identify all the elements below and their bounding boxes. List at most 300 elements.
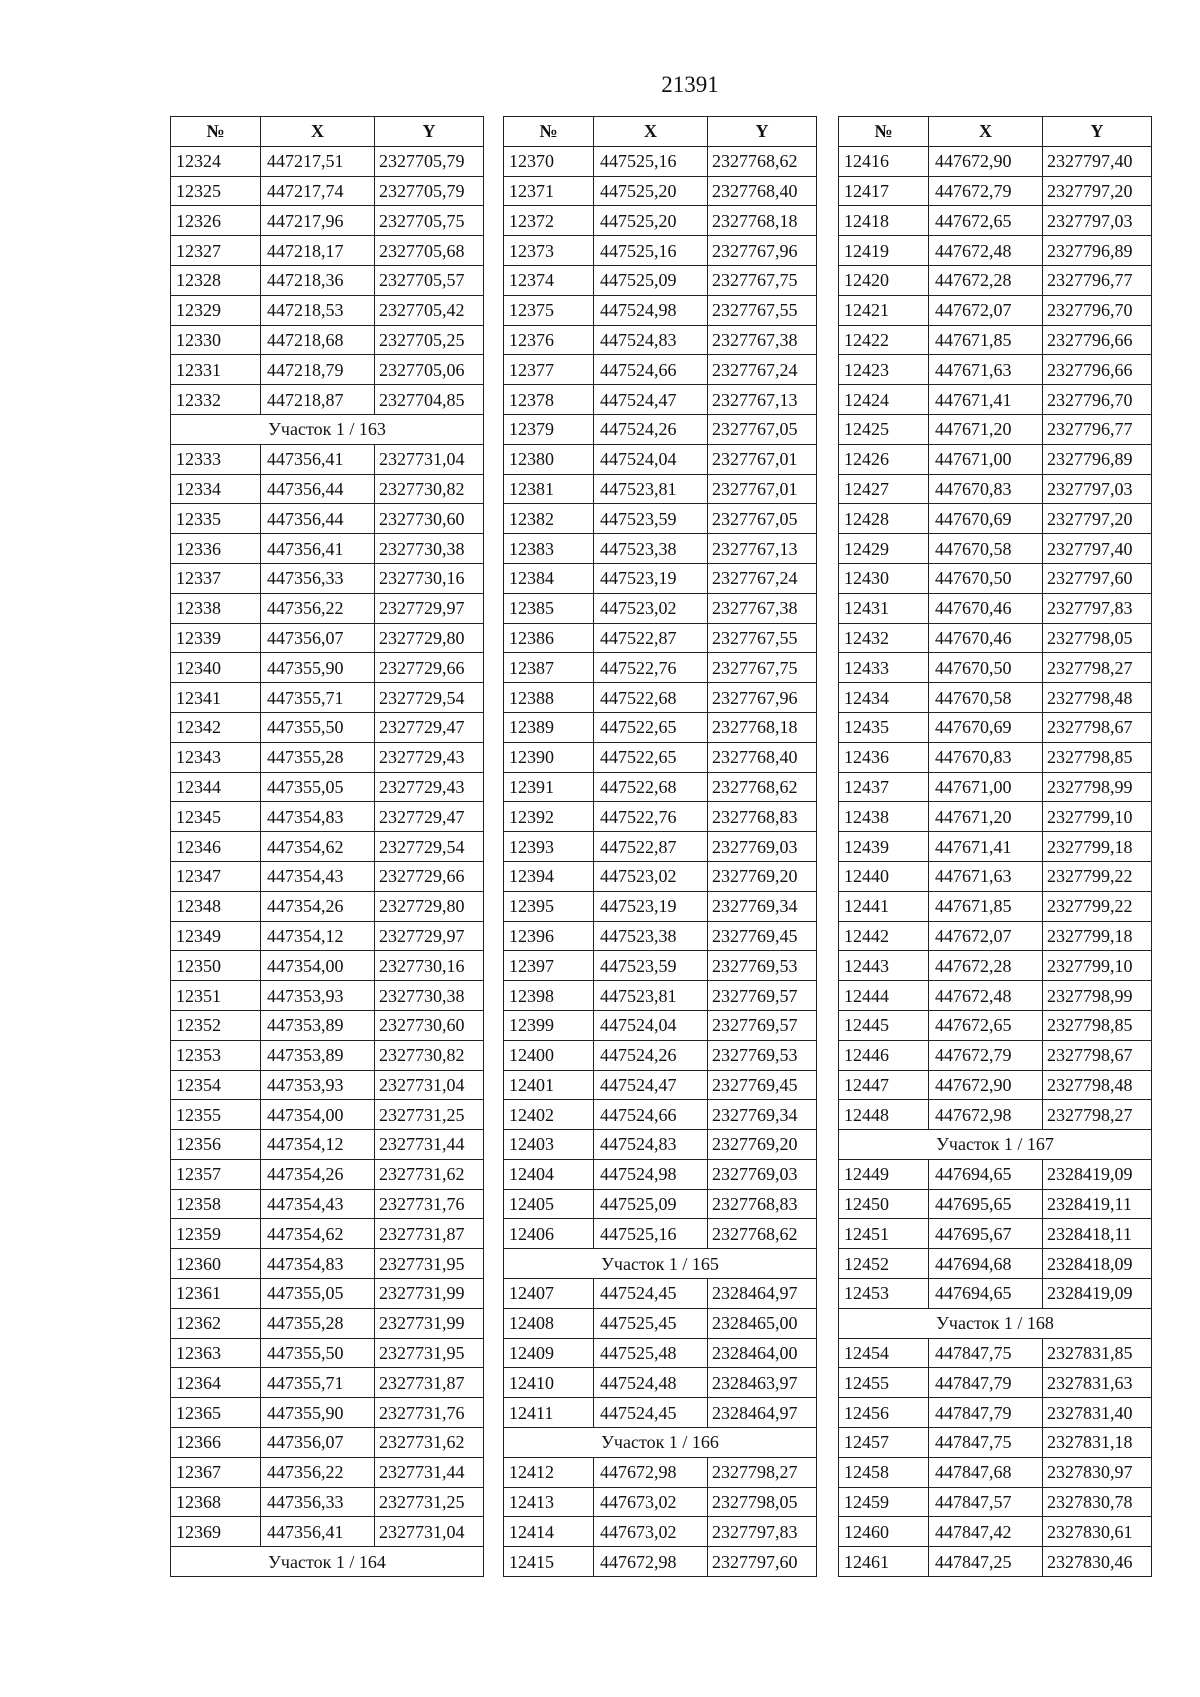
table-row: [504, 1070, 817, 1100]
x-coordinate: 447525,09: [594, 265, 708, 295]
point-number: 12335: [171, 504, 261, 534]
table-row: [839, 295, 1152, 325]
header-y: Y: [708, 117, 817, 147]
x-coordinate: 447522,68: [594, 683, 708, 713]
x-coordinate: 447355,71: [261, 683, 375, 713]
x-coordinate: 447847,68: [929, 1457, 1043, 1487]
table-row: [839, 265, 1152, 295]
point-number: 12439: [839, 832, 929, 862]
x-coordinate: 447524,26: [594, 414, 708, 444]
point-number: 12347: [171, 861, 261, 891]
x-coordinate: 447354,62: [261, 1219, 375, 1249]
y-coordinate: 2327769,57: [708, 1010, 817, 1040]
table-row: [839, 1189, 1152, 1219]
point-number: 12351: [171, 981, 261, 1011]
x-coordinate: 447218,68: [261, 325, 375, 355]
point-number: 12405: [504, 1189, 594, 1219]
table-row: [171, 355, 484, 385]
point-number: 12334: [171, 474, 261, 504]
point-number: 12395: [504, 891, 594, 921]
table-row: [504, 653, 817, 683]
y-coordinate: 2327798,48: [1043, 683, 1152, 713]
table-row: [504, 623, 817, 653]
y-coordinate: 2327768,62: [708, 1219, 817, 1249]
point-number: 12344: [171, 772, 261, 802]
point-number: 12434: [839, 683, 929, 713]
x-coordinate: 447847,42: [929, 1517, 1043, 1547]
x-coordinate: 447524,98: [594, 295, 708, 325]
y-coordinate: 2327729,66: [375, 653, 484, 683]
x-coordinate: 447672,48: [929, 236, 1043, 266]
point-number: 12404: [504, 1159, 594, 1189]
table-row: [171, 891, 484, 921]
table-row: [171, 832, 484, 862]
table-row: [839, 1368, 1152, 1398]
table-row: [504, 1189, 817, 1219]
y-coordinate: 2327769,34: [708, 1100, 817, 1130]
table-row: [504, 712, 817, 742]
table-row: [839, 1070, 1152, 1100]
y-coordinate: 2327830,97: [1043, 1457, 1152, 1487]
table-row: [171, 1159, 484, 1189]
x-coordinate: 447694,65: [929, 1159, 1043, 1189]
table-row: [504, 474, 817, 504]
x-coordinate: 447354,83: [261, 1249, 375, 1279]
table-row: [504, 1159, 817, 1189]
table-row: [839, 832, 1152, 862]
point-number: 12360: [171, 1249, 261, 1279]
table-row: [504, 176, 817, 206]
point-number: 12340: [171, 653, 261, 683]
table-row: [839, 414, 1152, 444]
point-number: 12406: [504, 1219, 594, 1249]
table-row: [839, 146, 1152, 176]
point-number: 12419: [839, 236, 929, 266]
y-coordinate: 2327767,75: [708, 653, 817, 683]
table-row: [171, 772, 484, 802]
y-coordinate: 2327797,20: [1043, 176, 1152, 206]
point-number: 12389: [504, 712, 594, 742]
table-row: [504, 1368, 817, 1398]
y-coordinate: 2327797,40: [1043, 146, 1152, 176]
point-number: 12354: [171, 1070, 261, 1100]
table-row: [839, 1428, 1152, 1458]
y-coordinate: 2327730,16: [375, 951, 484, 981]
point-number: 12341: [171, 683, 261, 713]
point-number: 12442: [839, 921, 929, 951]
table-row: [171, 504, 484, 534]
y-coordinate: 2327798,27: [1043, 1100, 1152, 1130]
y-coordinate: 2327731,04: [375, 1517, 484, 1547]
table-row: [504, 951, 817, 981]
x-coordinate: 447217,96: [261, 206, 375, 236]
point-number: 12413: [504, 1487, 594, 1517]
table-row: [839, 325, 1152, 355]
table-row: [171, 534, 484, 564]
x-coordinate: 447847,79: [929, 1368, 1043, 1398]
point-number: 12447: [839, 1070, 929, 1100]
y-coordinate: 2327729,47: [375, 802, 484, 832]
point-number: 12416: [839, 146, 929, 176]
point-number: 12350: [171, 951, 261, 981]
x-coordinate: 447525,16: [594, 146, 708, 176]
x-coordinate: 447354,43: [261, 861, 375, 891]
coordinates-table-2: [503, 116, 817, 1577]
table-header-row: [504, 117, 817, 147]
y-coordinate: 2327731,04: [375, 1070, 484, 1100]
point-number: 12386: [504, 623, 594, 653]
x-coordinate: 447670,58: [929, 683, 1043, 713]
table-row: [504, 1130, 817, 1160]
table-row: [171, 325, 484, 355]
x-coordinate: 447525,45: [594, 1308, 708, 1338]
point-number: 12453: [839, 1279, 929, 1309]
x-coordinate: 447356,41: [261, 1517, 375, 1547]
x-coordinate: 447525,20: [594, 206, 708, 236]
x-coordinate: 447355,28: [261, 1308, 375, 1338]
table-row: [504, 891, 817, 921]
y-coordinate: 2327767,13: [708, 385, 817, 415]
y-coordinate: 2328418,09: [1043, 1249, 1152, 1279]
y-coordinate: 2327768,83: [708, 802, 817, 832]
y-coordinate: 2327768,62: [708, 146, 817, 176]
point-number: 12412: [504, 1457, 594, 1487]
y-coordinate: 2327729,80: [375, 891, 484, 921]
y-coordinate: 2327731,76: [375, 1189, 484, 1219]
y-coordinate: 2327767,38: [708, 593, 817, 623]
y-coordinate: 2327731,25: [375, 1487, 484, 1517]
y-coordinate: 2327798,67: [1043, 712, 1152, 742]
point-number: 12326: [171, 206, 261, 236]
table-row: [504, 265, 817, 295]
y-coordinate: 2327799,22: [1043, 891, 1152, 921]
x-coordinate: 447522,87: [594, 832, 708, 862]
y-coordinate: 2327769,03: [708, 1159, 817, 1189]
point-number: 12379: [504, 414, 594, 444]
point-number: 12369: [171, 1517, 261, 1547]
x-coordinate: 447672,28: [929, 265, 1043, 295]
x-coordinate: 447671,63: [929, 355, 1043, 385]
x-coordinate: 447671,20: [929, 802, 1043, 832]
x-coordinate: 447672,98: [594, 1457, 708, 1487]
point-number: 12337: [171, 563, 261, 593]
point-number: 12446: [839, 1040, 929, 1070]
y-coordinate: 2327730,38: [375, 981, 484, 1011]
y-coordinate: 2327796,89: [1043, 236, 1152, 266]
y-coordinate: 2327767,55: [708, 295, 817, 325]
table-row: [171, 653, 484, 683]
point-number: 12407: [504, 1279, 594, 1309]
point-number: 12455: [839, 1368, 929, 1398]
y-coordinate: 2327768,18: [708, 712, 817, 742]
table-row: [839, 623, 1152, 653]
point-number: 12381: [504, 474, 594, 504]
point-number: 12373: [504, 236, 594, 266]
point-number: 12358: [171, 1189, 261, 1219]
point-number: 12459: [839, 1487, 929, 1517]
point-number: 12385: [504, 593, 594, 623]
point-number: 12409: [504, 1338, 594, 1368]
y-coordinate: 2327769,20: [708, 1130, 817, 1160]
table-row: [839, 653, 1152, 683]
y-coordinate: 2327796,70: [1043, 385, 1152, 415]
point-number: 12396: [504, 921, 594, 951]
table-row: [171, 683, 484, 713]
y-coordinate: 2327730,82: [375, 474, 484, 504]
point-number: 12342: [171, 712, 261, 742]
x-coordinate: 447353,89: [261, 1010, 375, 1040]
table-row: [504, 772, 817, 802]
x-coordinate: 447355,50: [261, 712, 375, 742]
table-row: [839, 772, 1152, 802]
y-coordinate: 2327767,38: [708, 325, 817, 355]
y-coordinate: 2327705,75: [375, 206, 484, 236]
point-number: 12346: [171, 832, 261, 862]
y-coordinate: 2328464,00: [708, 1338, 817, 1368]
x-coordinate: 447524,66: [594, 1100, 708, 1130]
x-coordinate: 447523,19: [594, 563, 708, 593]
x-coordinate: 447354,12: [261, 1130, 375, 1160]
y-coordinate: 2327797,83: [1043, 593, 1152, 623]
table-row: [504, 593, 817, 623]
y-coordinate: 2327798,67: [1043, 1040, 1152, 1070]
x-coordinate: 447523,19: [594, 891, 708, 921]
header-x: X: [594, 117, 708, 147]
x-coordinate: 447356,33: [261, 563, 375, 593]
table-row: [504, 1040, 817, 1070]
table-row: [839, 1547, 1152, 1577]
y-coordinate: 2327704,85: [375, 385, 484, 415]
x-coordinate: 447356,41: [261, 534, 375, 564]
x-coordinate: 447524,83: [594, 1130, 708, 1160]
section-label: Участок 1 / 163: [171, 414, 484, 444]
table-header-row: [839, 117, 1152, 147]
y-coordinate: 2327729,47: [375, 712, 484, 742]
x-coordinate: 447524,66: [594, 355, 708, 385]
table-row: [171, 1130, 484, 1160]
y-coordinate: 2327705,42: [375, 295, 484, 325]
y-coordinate: 2327831,63: [1043, 1368, 1152, 1398]
section-row: [504, 1428, 817, 1458]
section-row: [171, 414, 484, 444]
point-number: 12349: [171, 921, 261, 951]
y-coordinate: 2327731,95: [375, 1249, 484, 1279]
x-coordinate: 447355,05: [261, 772, 375, 802]
point-number: 12343: [171, 742, 261, 772]
y-coordinate: 2327796,70: [1043, 295, 1152, 325]
x-coordinate: 447525,48: [594, 1338, 708, 1368]
x-coordinate: 447523,38: [594, 921, 708, 951]
point-number: 12449: [839, 1159, 929, 1189]
table-row: [171, 265, 484, 295]
point-number: 12436: [839, 742, 929, 772]
point-number: 12433: [839, 653, 929, 683]
x-coordinate: 447671,41: [929, 385, 1043, 415]
x-coordinate: 447524,26: [594, 1040, 708, 1070]
y-coordinate: 2327799,18: [1043, 921, 1152, 951]
header-number: №: [504, 117, 594, 147]
table-row: [171, 1398, 484, 1428]
x-coordinate: 447847,25: [929, 1547, 1043, 1577]
table-row: [171, 1070, 484, 1100]
y-coordinate: 2328419,09: [1043, 1159, 1152, 1189]
x-coordinate: 447670,46: [929, 593, 1043, 623]
point-number: 12348: [171, 891, 261, 921]
table-row: [839, 1249, 1152, 1279]
y-coordinate: 2327796,89: [1043, 444, 1152, 474]
x-coordinate: 447355,28: [261, 742, 375, 772]
x-coordinate: 447672,07: [929, 921, 1043, 951]
point-number: 12324: [171, 146, 261, 176]
y-coordinate: 2327731,62: [375, 1159, 484, 1189]
x-coordinate: 447354,00: [261, 1100, 375, 1130]
x-coordinate: 447522,87: [594, 623, 708, 653]
y-coordinate: 2327768,83: [708, 1189, 817, 1219]
y-coordinate: 2327768,18: [708, 206, 817, 236]
x-coordinate: 447672,79: [929, 1040, 1043, 1070]
y-coordinate: 2327831,18: [1043, 1428, 1152, 1458]
x-coordinate: 447672,90: [929, 146, 1043, 176]
y-coordinate: 2327729,54: [375, 683, 484, 713]
x-coordinate: 447672,65: [929, 206, 1043, 236]
y-coordinate: 2327730,60: [375, 1010, 484, 1040]
x-coordinate: 447525,16: [594, 236, 708, 266]
table-row: [171, 206, 484, 236]
point-number: 12392: [504, 802, 594, 832]
y-coordinate: 2327731,95: [375, 1338, 484, 1368]
table-row: [171, 1487, 484, 1517]
table-row: [839, 1010, 1152, 1040]
x-coordinate: 447354,43: [261, 1189, 375, 1219]
section-label: Участок 1 / 164: [171, 1547, 484, 1577]
point-number: 12336: [171, 534, 261, 564]
x-coordinate: 447671,00: [929, 772, 1043, 802]
y-coordinate: 2327796,66: [1043, 355, 1152, 385]
section-label: Участок 1 / 167: [839, 1130, 1152, 1160]
table-row: [504, 1457, 817, 1487]
x-coordinate: 447354,26: [261, 1159, 375, 1189]
coordinates-table-1: [170, 116, 484, 1577]
point-number: 12359: [171, 1219, 261, 1249]
header-number: №: [839, 117, 929, 147]
x-coordinate: 447673,02: [594, 1487, 708, 1517]
y-coordinate: 2327797,03: [1043, 206, 1152, 236]
x-coordinate: 447524,04: [594, 1010, 708, 1040]
x-coordinate: 447523,59: [594, 951, 708, 981]
table-row: [171, 921, 484, 951]
y-coordinate: 2327730,60: [375, 504, 484, 534]
point-number: 12408: [504, 1308, 594, 1338]
point-number: 12388: [504, 683, 594, 713]
x-coordinate: 447525,16: [594, 1219, 708, 1249]
point-number: 12448: [839, 1100, 929, 1130]
y-coordinate: 2327831,40: [1043, 1398, 1152, 1428]
y-coordinate: 2328419,09: [1043, 1279, 1152, 1309]
x-coordinate: 447356,33: [261, 1487, 375, 1517]
y-coordinate: 2327768,62: [708, 772, 817, 802]
y-coordinate: 2327731,87: [375, 1368, 484, 1398]
point-number: 12427: [839, 474, 929, 504]
point-number: 12333: [171, 444, 261, 474]
point-number: 12378: [504, 385, 594, 415]
table-row: [171, 712, 484, 742]
point-number: 12403: [504, 1130, 594, 1160]
table-row: [504, 1010, 817, 1040]
point-number: 12451: [839, 1219, 929, 1249]
point-number: 12393: [504, 832, 594, 862]
y-coordinate: 2327729,97: [375, 593, 484, 623]
x-coordinate: 447524,45: [594, 1398, 708, 1428]
point-number: 12398: [504, 981, 594, 1011]
x-coordinate: 447671,63: [929, 861, 1043, 891]
table-row: [171, 146, 484, 176]
x-coordinate: 447522,65: [594, 742, 708, 772]
point-number: 12370: [504, 146, 594, 176]
table-row: [504, 1308, 817, 1338]
y-coordinate: 2327796,77: [1043, 414, 1152, 444]
table-row: [171, 1517, 484, 1547]
x-coordinate: 447523,81: [594, 981, 708, 1011]
y-coordinate: 2327769,03: [708, 832, 817, 862]
table-header-row: [171, 117, 484, 147]
point-number: 12345: [171, 802, 261, 832]
y-coordinate: 2327799,22: [1043, 861, 1152, 891]
x-coordinate: 447356,44: [261, 504, 375, 534]
table-row: [171, 593, 484, 623]
table-row: [504, 444, 817, 474]
point-number: 12339: [171, 623, 261, 653]
y-coordinate: 2328418,11: [1043, 1219, 1152, 1249]
point-number: 12357: [171, 1159, 261, 1189]
x-coordinate: 447524,47: [594, 1070, 708, 1100]
y-coordinate: 2327798,27: [708, 1457, 817, 1487]
y-coordinate: 2327705,68: [375, 236, 484, 266]
point-number: 12430: [839, 563, 929, 593]
table-row: [839, 1219, 1152, 1249]
point-number: 12423: [839, 355, 929, 385]
table-row: [839, 474, 1152, 504]
table-row: [171, 444, 484, 474]
header-number: №: [171, 117, 261, 147]
table-row: [504, 1100, 817, 1130]
point-number: 12327: [171, 236, 261, 266]
point-number: 12366: [171, 1428, 261, 1458]
x-coordinate: 447218,36: [261, 265, 375, 295]
x-coordinate: 447672,07: [929, 295, 1043, 325]
y-coordinate: 2327705,79: [375, 176, 484, 206]
x-coordinate: 447525,09: [594, 1189, 708, 1219]
table-row: [504, 1517, 817, 1547]
table-row: [839, 1040, 1152, 1070]
table-row: [504, 832, 817, 862]
point-number: 12444: [839, 981, 929, 1011]
y-coordinate: 2328464,97: [708, 1398, 817, 1428]
table-row: [504, 742, 817, 772]
y-coordinate: 2327730,82: [375, 1040, 484, 1070]
x-coordinate: 447354,62: [261, 832, 375, 862]
table-row: [504, 1279, 817, 1309]
table-row: [504, 385, 817, 415]
x-coordinate: 447524,04: [594, 444, 708, 474]
table-row: [839, 683, 1152, 713]
point-number: 12375: [504, 295, 594, 325]
point-number: 12329: [171, 295, 261, 325]
table-row: [504, 1338, 817, 1368]
table-row: [839, 742, 1152, 772]
y-coordinate: 2327768,40: [708, 176, 817, 206]
table-row: [839, 236, 1152, 266]
y-coordinate: 2327768,40: [708, 742, 817, 772]
